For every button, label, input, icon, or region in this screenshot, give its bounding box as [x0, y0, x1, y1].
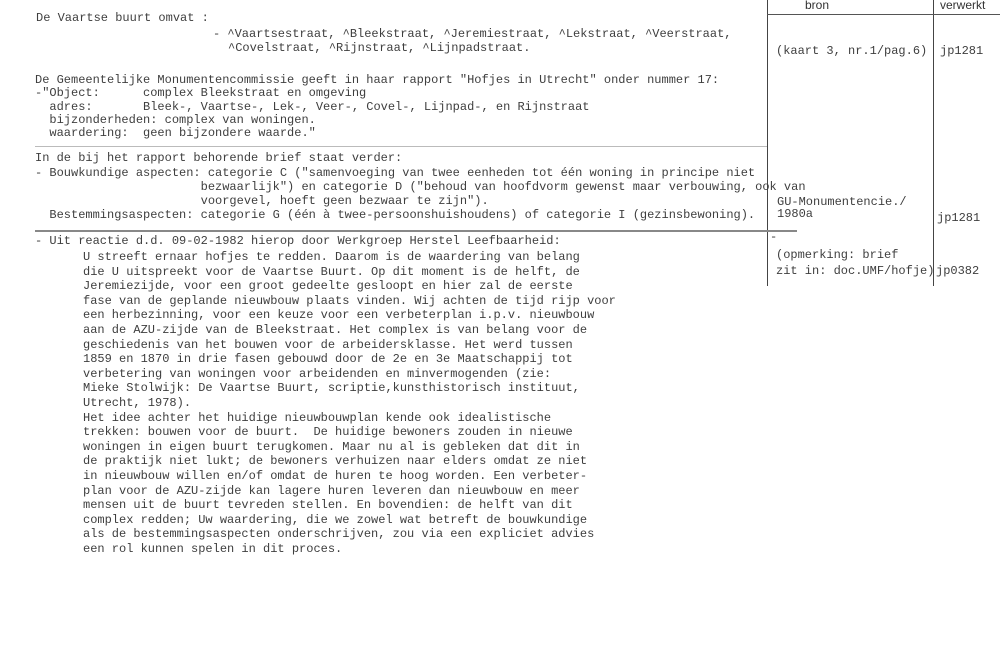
- quote-line: mensen uit de buurt tevreden stellen. En bovendien: de helft van dit: [83, 498, 573, 513]
- quote-line: een herbezinning, voor een keuze voor een verbeterplan i.p.v. nieuwbouw: [83, 308, 595, 323]
- quote-line: in nieuwbouw willen en/of omdat de huren te hoog worden. Een verbeter-: [83, 469, 588, 483]
- quote-line: die U uitspreekt voor de Vaartse Buurt. Op dit moment is de helft, de: [83, 264, 580, 279]
- quote-line: plan voor de AZU-zijde kan lagere huren leveren dan nieuwbouw en meer: [83, 483, 580, 498]
- text-line: adres: Bleek-, Vaartse-, Lek-, Veer-, Covel-, Lijnpad-, en Rijnstraat: [35, 100, 590, 114]
- quote-line: Mieke Stolwijk: De Vaartse Buurt, scriptie,kunsthistorisch instituut,: [83, 381, 580, 396]
- processed-code: jp0382: [936, 264, 980, 278]
- source-reference: GU-Monumentencie./: [777, 195, 907, 209]
- text-line: bijzonderheden: complex van woningen.: [35, 113, 316, 127]
- section-divider: [35, 146, 767, 147]
- source-reference: (opmerking: brief: [776, 248, 899, 262]
- text-line: Bestemmingsaspecten: categorie G (één à twee-persoonshuishoudens) of categorie I (gezinsbewoning).: [35, 208, 756, 222]
- streets-line: ^Covelstraat, ^Rijnstraat, ^Lijnpadstraat.: [228, 41, 531, 55]
- source-reference: zit in: doc.UMF/hofje): [776, 264, 935, 278]
- text-line: -"Object: complex Bleekstraat en omgeving: [35, 86, 367, 100]
- source-reference: 1980a: [777, 207, 814, 221]
- text-line: In de bij het rapport behorende brief staat verder:: [35, 151, 403, 165]
- quote-line: als de bestemmingsaspecten onderschrijven, zou via een expliciet advies: [83, 527, 595, 542]
- section-heading: - Uit reactie d.d. 09-02-1982 hierop door Werkgroep Herstel Leefbaarheid:: [35, 234, 561, 248]
- quote-line: Jeremiezijde, voor een groot gedeelte gesloopt en hier zal de eerste: [83, 279, 573, 294]
- quote-line: Het idee achter het huidige nieuwbouwplan kende ook idealistische: [83, 410, 552, 425]
- quote-line: aan de AZU-zijde van de Bleekstraat. Het complex is van belang voor de: [83, 323, 588, 337]
- quote-line: trekken: bouwen voor de buurt. De huidige bewoners zouden in nieuwe: [83, 425, 573, 440]
- quote-line: een rol kunnen spelen in dit proces.: [83, 542, 343, 556]
- source-reference: -: [770, 230, 778, 244]
- processed-code: jp1281: [940, 44, 984, 58]
- quote-line: complex redden; Uw waardering, die we zowel wat betreft de bouwkundige: [83, 512, 588, 527]
- text-line: voorgevel, hoeft geen bezwaar te zijn").: [35, 194, 489, 208]
- quote-line: geschiedenis van het bouwen voor de arbeidersklasse. Het werd tussen: [83, 337, 573, 352]
- quote-line: verbetering van woningen voor arbeidenden en minvermogenden (zie:: [83, 366, 552, 381]
- quote-line: U streeft ernaar hofjes te redden. Daarom is de waardering van belang: [83, 250, 580, 264]
- quote-line: de praktijk niet lukt; de bewoners verhuizen naar elders omdat ze niet: [83, 454, 588, 469]
- column-header-verwerkt: verwerkt: [940, 0, 986, 12]
- quote-line: Utrecht, 1978).: [83, 396, 192, 410]
- source-reference: (kaart 3, nr.1/pag.6): [776, 44, 928, 58]
- column-divider-verwerkt: [933, 0, 934, 286]
- quote-line: woningen in eigen buurt terugkomen. Maar nu al is gebleken dat dit in: [83, 439, 580, 454]
- column-divider-bron: [767, 0, 768, 286]
- text-line: waardering: geen bijzondere waarde.": [35, 126, 316, 140]
- streets-intro: De Vaartse buurt omvat :: [36, 11, 209, 25]
- text-line: bezwaarlijk") en categorie D ("behoud van hoofdvorm gewenst maar verbouwing, ook van: [35, 180, 806, 194]
- text-line: De Gemeentelijke Monumentencommissie geeft in haar rapport "Hofjes in Utrecht" onder nummer 17:: [35, 73, 720, 87]
- streets-line: - ^Vaartsestraat, ^Bleekstraat, ^Jeremiestraat, ^Lekstraat, ^Veerstraat,: [213, 27, 732, 41]
- quote-line: fase van de geplande nieuwbouw plaats vinden. Wij achten de tijd rijp voor: [83, 293, 616, 308]
- processed-code: jp1281: [937, 211, 981, 225]
- text-line: - Bouwkundige aspecten: categorie C ("samenvoeging van twee eenheden tot één woning in principe niet: [35, 166, 756, 180]
- section-divider: [35, 230, 797, 232]
- quote-line: 1859 en 1870 in drie fasen gebouwd door de 2e en 3e Maatschappij tot: [83, 352, 573, 367]
- header-underline: [767, 14, 1000, 15]
- column-header-bron: bron: [805, 0, 830, 12]
